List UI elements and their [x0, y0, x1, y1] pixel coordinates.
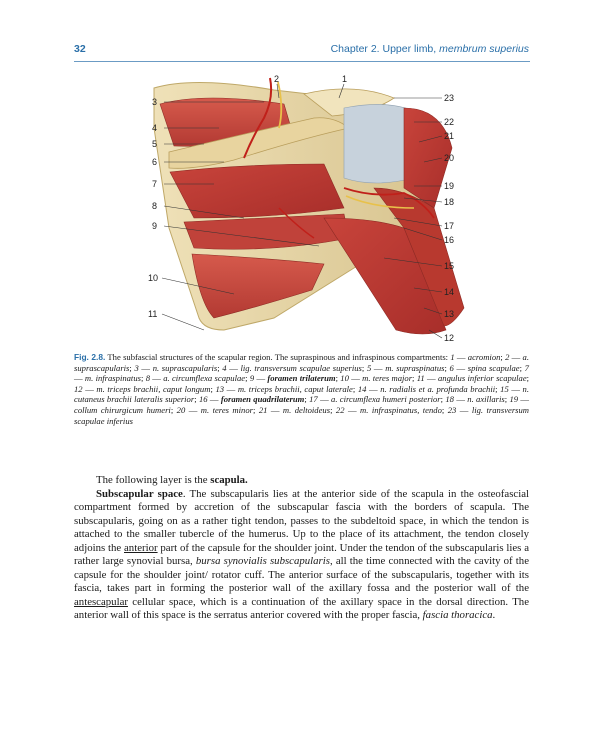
section-heading: Subscapular space	[96, 487, 183, 500]
caption-item-term: angulus inferior scapulae	[437, 373, 527, 384]
text-run-bold: scapula.	[210, 474, 248, 486]
figure-drawing	[74, 68, 529, 346]
caption-item-number: 2	[505, 352, 510, 362]
text-run-underlined: antescapular	[74, 595, 128, 608]
caption-item-number: 16	[198, 394, 208, 405]
caption-label: Fig. 2.8.	[74, 352, 106, 362]
caption-item-number: 12	[74, 383, 83, 394]
caption-item-term: a. suprascapularis	[74, 352, 529, 373]
latin-term: fascia thoracica	[422, 609, 493, 621]
caption-item-term: m. teres major	[362, 373, 413, 384]
caption-item-number: 11	[416, 373, 425, 384]
fig-label: 21	[444, 131, 455, 141]
caption-item-term: m. infraspinatus	[84, 373, 141, 384]
running-header	[74, 43, 529, 61]
caption-item-term: n. suprascapularis	[152, 362, 218, 373]
caption-item-term: n. radialis et a. profunda brachii	[380, 383, 496, 394]
caption-legend: 1 — acromion; 2 — a. suprascapularis; 3 — n. suprascapularis; 4 — lig. transversum scapulae superius; 5 — m. supraspinatus; 6 — spina scapulae; 7 — m. infraspinatus; 8 — a. circumflexa scapulae; 9 — foramen trilaterum; 10 — m. teres major; 11 — angulus inferior scapulae; 12 — m. triceps brachii, caput longum; 13 — m. triceps brachii, caput laterale; 14 — n. radialis et a. profunda brachii; 15 — n. cutaneus brachii lateralis superior; 16 — foramen quadrilaterum; 17 — a. circumflexa humeri posterior; 18 — n. axillaris; 19 — collum chirurgicum humeri; 20 — m. teres minor; 21 — m. deltoideus; 22 — m. infraspinatus, tendo; 23 — lig. transversum scapulae inferius	[74, 352, 530, 426]
caption-item-number: 1	[450, 352, 455, 362]
caption-item-term: m. supraspinatus	[385, 362, 445, 373]
fig-label: 9	[152, 221, 158, 231]
fig-label: 4	[152, 123, 158, 133]
caption-item-term: n. cutaneus brachii lateralis superior	[74, 383, 529, 405]
fig-label: 13	[444, 309, 455, 319]
caption-item-number: 4	[222, 362, 227, 373]
text-run: part of the capsule for the shoulder joint. Under the tendon of the subscapularis lies a rather large synovial bursa,	[74, 541, 529, 567]
chapter-title-latin: membrum superius	[439, 43, 529, 55]
caption-item-number: 6	[449, 362, 454, 373]
caption-item-term: foramen trilaterum	[267, 373, 336, 384]
caption-item-term: acromion	[467, 352, 501, 362]
fig-label: 1	[342, 74, 348, 84]
text-run-underlined: anterior	[124, 541, 158, 554]
caption-item-term: spina scapulae	[467, 362, 520, 373]
fig-label: 7	[152, 179, 158, 189]
text-run: . The subscapularis lies at the anterior side of the scapula in the osteofascial compartment formed by accretion of the subscapular fascia with the borders of scapula. The subscapularis, going on as a rather tight tendon, passes to the subdeltoid space, in which the tendon is attached to the smaller tubercle of the humerus. Up to the place of its attachment, the tendon closely adjoins the	[74, 487, 529, 554]
text-run: cellular space, which is a continuation of the axillary space in the dorsal direction. The anterior wall of this space is the serratus anterior covered with the proper fascia,	[74, 595, 529, 621]
caption-item-number: 9	[249, 373, 255, 384]
caption-item-term: m. infraspinatus, tendo	[360, 404, 442, 415]
fig-label: 19	[444, 181, 455, 191]
figure-caption	[74, 352, 529, 426]
fig-label: 14	[444, 287, 455, 297]
fig-label: 2	[274, 74, 280, 84]
caption-item-number: 17	[309, 394, 318, 405]
fig-label: 6	[152, 157, 158, 167]
fig-label: 12	[444, 333, 455, 343]
fig-label: 20	[444, 153, 455, 163]
anatomical-illustration	[74, 68, 529, 346]
fig-label: 3	[152, 97, 158, 107]
caption-item-number: 18	[445, 394, 454, 405]
caption-item-number: 5	[366, 362, 372, 373]
caption-item-term: m. teres minor	[200, 404, 253, 415]
caption-intro: The subfascial structures of the scapular region. The supraspinous and infraspinous compartments:	[105, 352, 451, 362]
text-run: The following layer is the	[96, 474, 211, 486]
paragraph	[74, 474, 529, 488]
fig-label: 15	[444, 261, 455, 271]
caption-item-number: 22	[335, 404, 345, 415]
fig-label: 8	[152, 201, 158, 211]
caption-item-number: 8	[145, 373, 150, 384]
caption-item-number: 13	[215, 383, 225, 394]
caption-item-term: a. circumflexa scapulae	[163, 373, 246, 384]
caption-item-number: 15	[500, 383, 509, 394]
paragraph	[74, 488, 529, 623]
fig-label: 5	[152, 139, 158, 149]
caption-item-number: 20	[176, 404, 186, 415]
caption-item-number: 14	[357, 383, 367, 394]
caption-item-number: 21	[258, 404, 268, 415]
text-run: .	[492, 609, 496, 621]
fig-label: 10	[148, 273, 159, 283]
caption-item-number: 3	[134, 362, 139, 373]
fig-label: 16	[444, 235, 455, 245]
figure-labels-left	[148, 97, 158, 319]
chapter-title	[331, 43, 529, 55]
caption-item-term: foramen quadrilaterum	[220, 394, 305, 405]
header-rule	[74, 61, 530, 62]
caption-item-number: 19	[509, 394, 519, 405]
caption-item-number: 7	[524, 362, 529, 373]
fig-label: 17	[444, 221, 455, 231]
fig-label: 11	[148, 309, 158, 319]
chapter-title-plain: Chapter 2. Upper limb,	[330, 43, 437, 55]
caption-item-term: m. triceps brachii, caput laterale	[237, 383, 353, 394]
caption-item-term: lig. transversum scapulae superius	[240, 362, 362, 373]
caption-item-term: m. deltoideus	[282, 404, 331, 415]
text-run: , all the time connected with the cavity of the capsule for the shoulder joint/ rotator cuff. The anterior surface of the subscapularis, together with its fascia, takes part in forming the posterior wall of the axillary fossa and the posterior wall of the	[74, 555, 529, 594]
fig-label: 18	[444, 197, 455, 207]
fig-label: 22	[444, 117, 455, 127]
caption-item-term: collum chirurgicum humeri	[74, 404, 171, 415]
caption-item-term: n. axillaris	[467, 394, 505, 405]
latin-term: bursa synovialis subscapularis	[195, 555, 330, 567]
figure-labels-top	[274, 74, 347, 84]
body-text	[74, 474, 529, 623]
page-number: 32	[74, 43, 86, 55]
caption-item-term: m. triceps brachii, caput longum	[96, 383, 211, 394]
caption-item-number: 23	[447, 404, 457, 415]
caption-item-term: a. circumflexa humeri posterior	[331, 394, 441, 405]
caption-item-term: lig. transversum scapulae inferius	[74, 404, 530, 426]
fig-label: 23	[444, 93, 455, 103]
caption-item-number: 10	[340, 373, 349, 384]
